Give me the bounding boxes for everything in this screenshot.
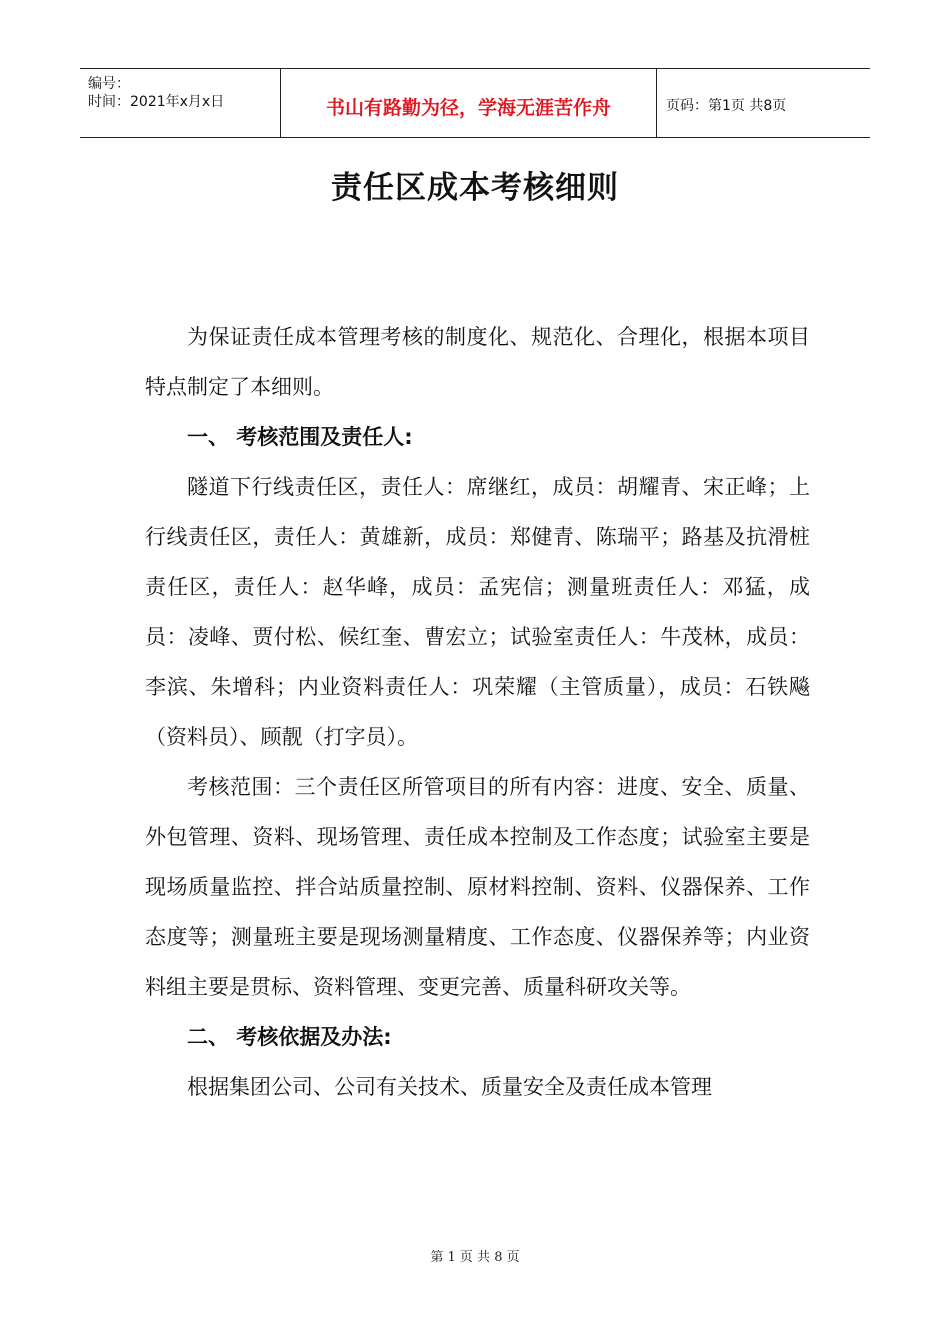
page-code-label: 页码：第1页 共8页 <box>666 98 787 114</box>
section-heading-2: 二、 考核依据及办法: <box>187 1025 392 1049</box>
document-body <box>145 312 810 1112</box>
intro-paragraph: 为保证责任成本管理考核的制度化、规范化、合理化，根据本项目特点制定了本细则。 <box>145 325 810 399</box>
scope-paragraph: 考核范围：三个责任区所管项目的所有内容：进度、安全、质量、外包管理、资料、现场管理、责任成本控制及工作态度；试验室主要是现场质量监控、拌合站质量控制、原材料控制、资料、仪器保养、工作态度等；测量班主要是现场测量精度、工作态度、仪器保养等；内业资料组主要是贯标、资料管理、变更完善、质量科研攻关等。 <box>145 775 810 999</box>
document-header <box>80 68 870 138</box>
responsibility-paragraph: 隧道下行线责任区，责任人：席继红，成员：胡耀青、宋正峰；上行线责任区，责任人：黄雄新，成员：郑健青、陈瑞平；路基及抗滑桩责任区，责任人：赵华峰，成员：孟宪信；测量班责任人：邓猛，成员：凌峰、贾付松、候红奎、曹宏立；试验室责任人：牛茂林，成员：李滨、朱增科；内业资料责任人：巩荣耀（主管质量），成员：石铁飚（资料员）、顾靓（打字员）。 <box>145 475 810 749</box>
page-footer: 第 1 页 共 8 页 <box>430 1250 520 1265</box>
basis-paragraph: 根据集团公司、公司有关技术、质量安全及责任成本管理 <box>187 1075 712 1099</box>
header-motto-cell <box>280 69 657 137</box>
date-label: 时间：2021年x月x日 <box>88 94 225 110</box>
header-page-cell <box>656 69 870 137</box>
header-info-cell <box>80 69 280 137</box>
serial-number-label: 编号： <box>88 76 130 92</box>
section-heading-1: 一、 考核范围及责任人: <box>187 425 413 449</box>
motto-text: 书山有路勤为径，学海无涯苦作舟 <box>325 97 611 119</box>
document-title: 责任区成本考核细则 <box>331 170 619 206</box>
